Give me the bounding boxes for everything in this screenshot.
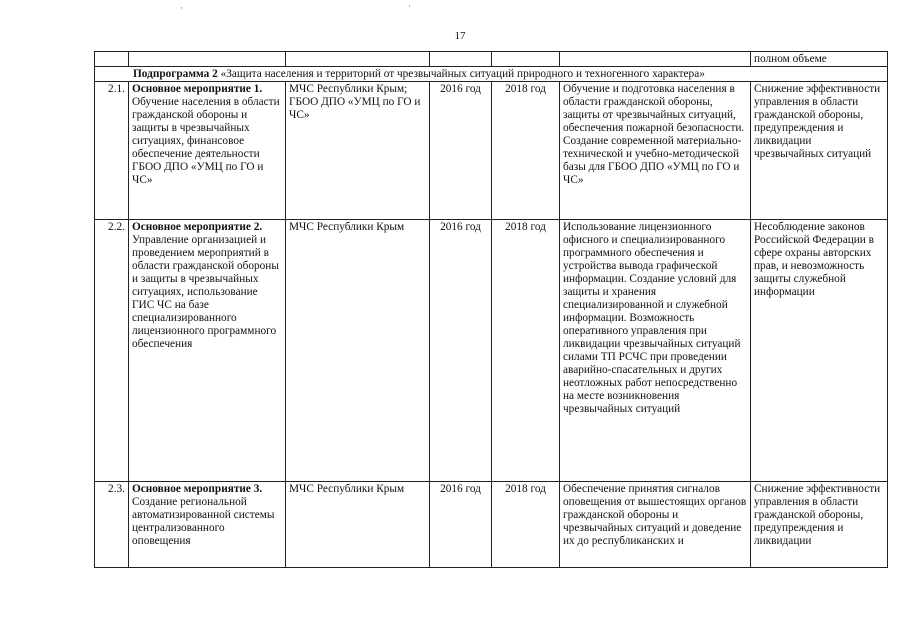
start-year: 2016 год [430, 482, 492, 568]
result-cell: Обучение и подготовка населения в области гражданской обороны, защиты от чрезвычайных ситуаций, обеспечения пожарной безопасности. Создание современной материально-технической и учебно-методической базы для ГБОО ДПО «УМЦ по ГО и ЧС» [560, 82, 751, 220]
measure-text: Создание региональной автоматизированной системы централизованного оповещения [132, 496, 275, 547]
measure-title: Основное мероприятие 3. [132, 483, 263, 495]
executor-cell: МЧС Республики Крым [286, 482, 430, 568]
measures-table [94, 51, 888, 568]
row-number: 2.3. [95, 482, 129, 568]
row-number: 2.1. [95, 82, 129, 220]
carry-over-effect: полном объеме [751, 52, 888, 67]
start-year: 2016 год [430, 82, 492, 220]
table-row [95, 220, 888, 482]
end-year: 2018 год [492, 482, 560, 568]
measure-title: Основное мероприятие 2. [132, 221, 263, 233]
cell-empty [560, 52, 751, 67]
executor-cell: МЧС Республики Крым [286, 220, 430, 482]
result-cell: Использование лицензионного офисного и специализированного программного обеспечения и устройства вывода графической информации. Создание условий для защиты и хранения специализированной и служебной информации. Возможность оперативного управления при ликвидации чрезвычайных ситуаций силами ТП РСЧС при проведении аварийно-спасательных и других неотложных работ непосредственно на месте возникновения чрезвычайных ситуаций [560, 220, 751, 482]
measure-title: Основное мероприятие 1. [132, 83, 263, 95]
row-number: 2.2. [95, 220, 129, 482]
carry-over-row [95, 52, 888, 67]
result-cell: Обеспечение принятия сигналов оповещения от вышестоящих органов гражданской обороны и чрезвычайных ситуаций и доведение их до республиканских и [560, 482, 751, 568]
page-number: 17 [454, 30, 466, 42]
subprogram-title-label: Подпрограмма 2 [133, 68, 218, 80]
end-year: 2018 год [492, 220, 560, 482]
subprogram-title-cell [95, 67, 888, 82]
measure-text: Обучение населения в области гражданской обороны и защиты в чрезвычайных ситуациях, финансовое обеспечение деятельности ГБОО ДПО «УМЦ по ГО и ЧС» [132, 96, 280, 186]
cell-empty [129, 52, 286, 67]
executor-cell: МЧС Республики Крым; ГБОО ДПО «УМЦ по ГО и ЧС» [286, 82, 430, 220]
measure-cell [129, 482, 286, 568]
cell-empty [95, 52, 129, 67]
consequence-cell: Несоблюдение законов Российской Федерации в сфере охраны авторских прав, и невозможность защиты служебной информации [751, 220, 888, 482]
table-row [95, 482, 888, 568]
cell-empty [492, 52, 560, 67]
subprogram-title-text: «Защита населения и территорий от чрезвычайных ситуаций природного и техногенного характера» [217, 68, 705, 80]
subprogram-row [95, 67, 888, 82]
cell-empty [430, 52, 492, 67]
consequence-cell: Снижение эффективности управления в области гражданской обороны, предупреждения и ликвидации [751, 482, 888, 568]
scan-speck: · [180, 3, 183, 13]
table-row [95, 82, 888, 220]
measure-cell [129, 82, 286, 220]
consequence-cell: Снижение эффективности управления в области гражданской обороны, предупреждения и ликвидации чрезвычайных ситуаций [751, 82, 888, 220]
scan-speck: · [408, 1, 411, 11]
start-year: 2016 год [430, 220, 492, 482]
measure-cell [129, 220, 286, 482]
end-year: 2018 год [492, 82, 560, 220]
cell-empty [286, 52, 430, 67]
measure-text: Управление организацией и проведением мероприятий в области гражданской обороны и защиты в чрезвычайных ситуациях, использование ГИС ЧС на базе специализированного лицензионного программного обеспечения [132, 234, 279, 350]
